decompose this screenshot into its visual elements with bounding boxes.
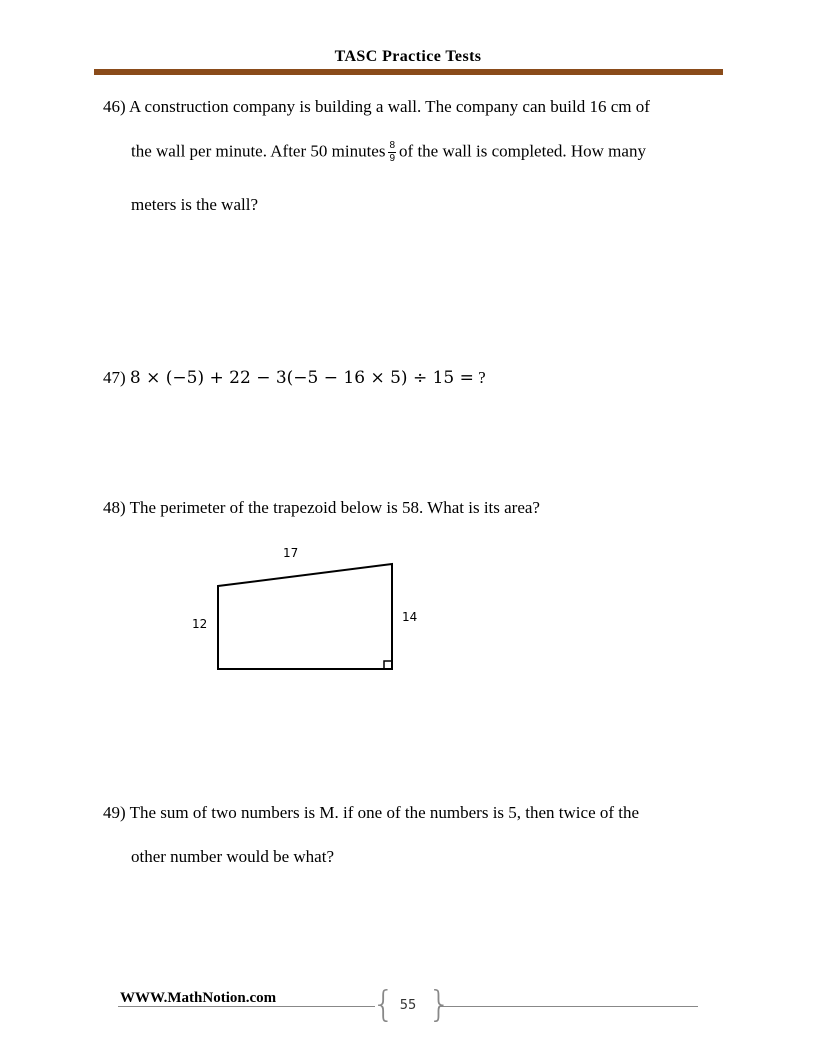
trapezoid-label-left: 12 <box>192 617 208 631</box>
q46-line2-before: the wall per minute. After 50 minutes <box>131 141 386 161</box>
q46-fraction-numerator: 8 <box>389 140 396 151</box>
q47-tail: ? <box>478 368 486 387</box>
trapezoid-shape <box>218 564 392 669</box>
page-number: 55 <box>399 998 417 1013</box>
q46-line2-after: of the wall is completed. How many <box>399 141 646 161</box>
footer-left-brace-icon: { <box>372 984 395 1025</box>
q49-line1: 49) The sum of two numbers is M. if one of the numbers is 5, then twice of the <box>103 803 640 822</box>
footer-rule-right <box>440 1006 698 1007</box>
footer-right-brace-icon: } <box>428 984 451 1025</box>
header-rule <box>94 69 723 75</box>
footer-website: WWW.MathNotion.com <box>120 990 277 1006</box>
q46-fraction <box>388 141 396 164</box>
footer-rule-left <box>118 1006 375 1007</box>
trapezoid-label-right: 14 <box>402 610 418 624</box>
trapezoid-figure <box>180 540 440 680</box>
right-angle-marker <box>384 661 392 669</box>
q47-expression: 8 × (−5) + 22 − 3(−5 − 16 × 5) ÷ 15 = <box>129 368 474 388</box>
q49-line2: other number would be what? <box>131 847 334 866</box>
q46-line1: 46) A construction company is building a wall. The company can build 16 cm of <box>103 97 650 116</box>
q47-number: 47) <box>103 368 126 387</box>
q46-fraction-denominator: 9 <box>389 153 396 164</box>
q47-line <box>103 368 486 388</box>
q46-line3: meters is the wall? <box>131 195 258 214</box>
trapezoid-label-top: 17 <box>283 546 299 560</box>
q48-text: 48) The perimeter of the trapezoid below is 58. What is its area? <box>103 498 540 517</box>
page-header-title: TASC Practice Tests <box>334 48 482 65</box>
q46-line2 <box>131 141 646 164</box>
